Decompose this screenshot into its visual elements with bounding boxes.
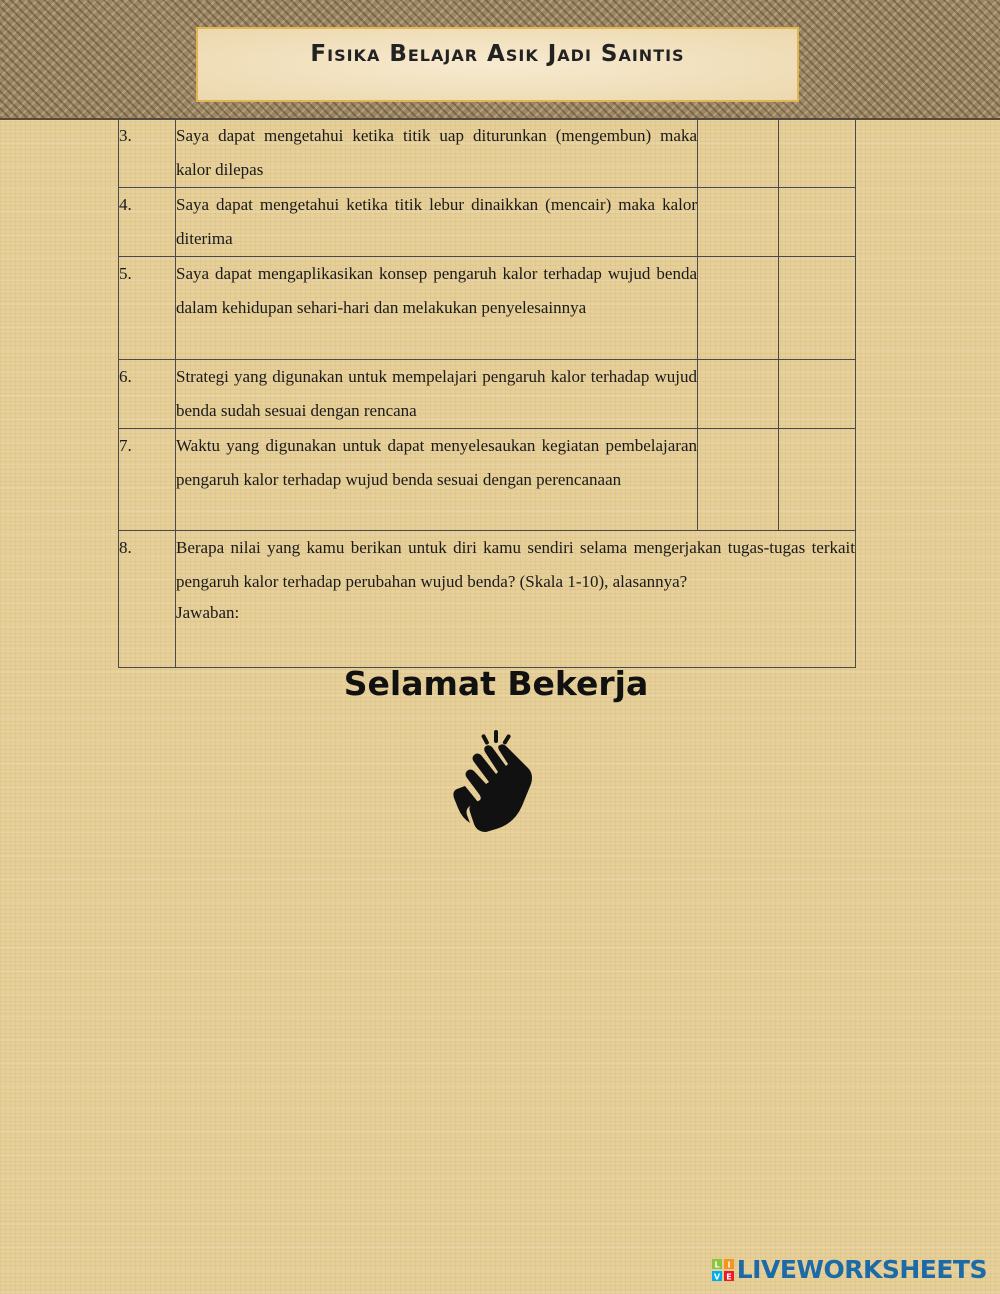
answer-cell-yes[interactable]: [698, 188, 779, 257]
logo-letter: L: [714, 1260, 720, 1269]
logo-letter: E: [726, 1272, 732, 1281]
row-statement: Waktu yang digunakan untuk dapat menyelesaukan kegiatan pembelajaran pengaruh kalor terhadap wujud benda sesuai dengan perencanaan: [176, 429, 698, 531]
answer-cell-no[interactable]: [779, 257, 856, 360]
answer-cell-no[interactable]: [779, 360, 856, 429]
answer-cell-no[interactable]: [779, 188, 856, 257]
answer-cell-yes[interactable]: [698, 119, 779, 188]
answer-cell-yes[interactable]: [698, 429, 779, 531]
table-row: [119, 257, 856, 360]
logo-letter: I: [727, 1260, 731, 1269]
title-box: [196, 27, 799, 102]
answer-cell-no[interactable]: [779, 429, 856, 531]
clapping-hands-icon: [452, 728, 538, 832]
row-statement: Strategi yang digunakan untuk mempelajari pengaruh kalor terhadap wujud benda sudah sesuai dengan rencana: [176, 360, 698, 429]
row-number: 8.: [119, 531, 176, 668]
row-number: 4.: [119, 188, 176, 257]
final-question: Berapa nilai yang kamu berikan untuk diri kamu sendiri selama mengerjakan tugas-tugas terkait pengaruh kalor terhadap perubahan wujud benda? (Skala 1-10), alasannya?: [176, 538, 855, 591]
reflection-table: [118, 118, 856, 668]
table-row: [119, 429, 856, 531]
row-number: 5.: [119, 257, 176, 360]
answer-cell-yes[interactable]: [698, 257, 779, 360]
row-number: 7.: [119, 429, 176, 531]
footer-brand-text: LIVEWORKSHEETS: [736, 1255, 987, 1284]
row-statement: Saya dapat mengetahui ketika titik uap diturunkan (mengembun) maka kalor dilepas: [176, 119, 698, 188]
answer-cell-yes[interactable]: [698, 360, 779, 429]
logo-letter: V: [713, 1272, 720, 1281]
final-question-cell[interactable]: [176, 531, 856, 668]
table-row: [119, 119, 856, 188]
row-number: 3.: [119, 119, 176, 188]
closing-text: Selamat Bekerja: [343, 664, 649, 703]
table-row: [119, 360, 856, 429]
liveworksheets-logo-icon: [712, 1259, 734, 1281]
row-number: 6.: [119, 360, 176, 429]
table-row: [119, 188, 856, 257]
answer-label: Jawaban:: [176, 603, 240, 622]
page-title: Fisika Belajar Asik Jadi Saintis: [310, 40, 685, 67]
table-row-final: [119, 531, 856, 668]
row-statement: Saya dapat mengetahui ketika titik lebur dinaikkan (mencair) maka kalor diterima: [176, 188, 698, 257]
row-statement: Saya dapat mengaplikasikan konsep pengaruh kalor terhadap wujud benda dalam kehidupan sehari-hari dan melakukan penyelesainnya: [176, 257, 698, 360]
answer-cell-no[interactable]: [779, 119, 856, 188]
footer-brand: [712, 1255, 987, 1284]
